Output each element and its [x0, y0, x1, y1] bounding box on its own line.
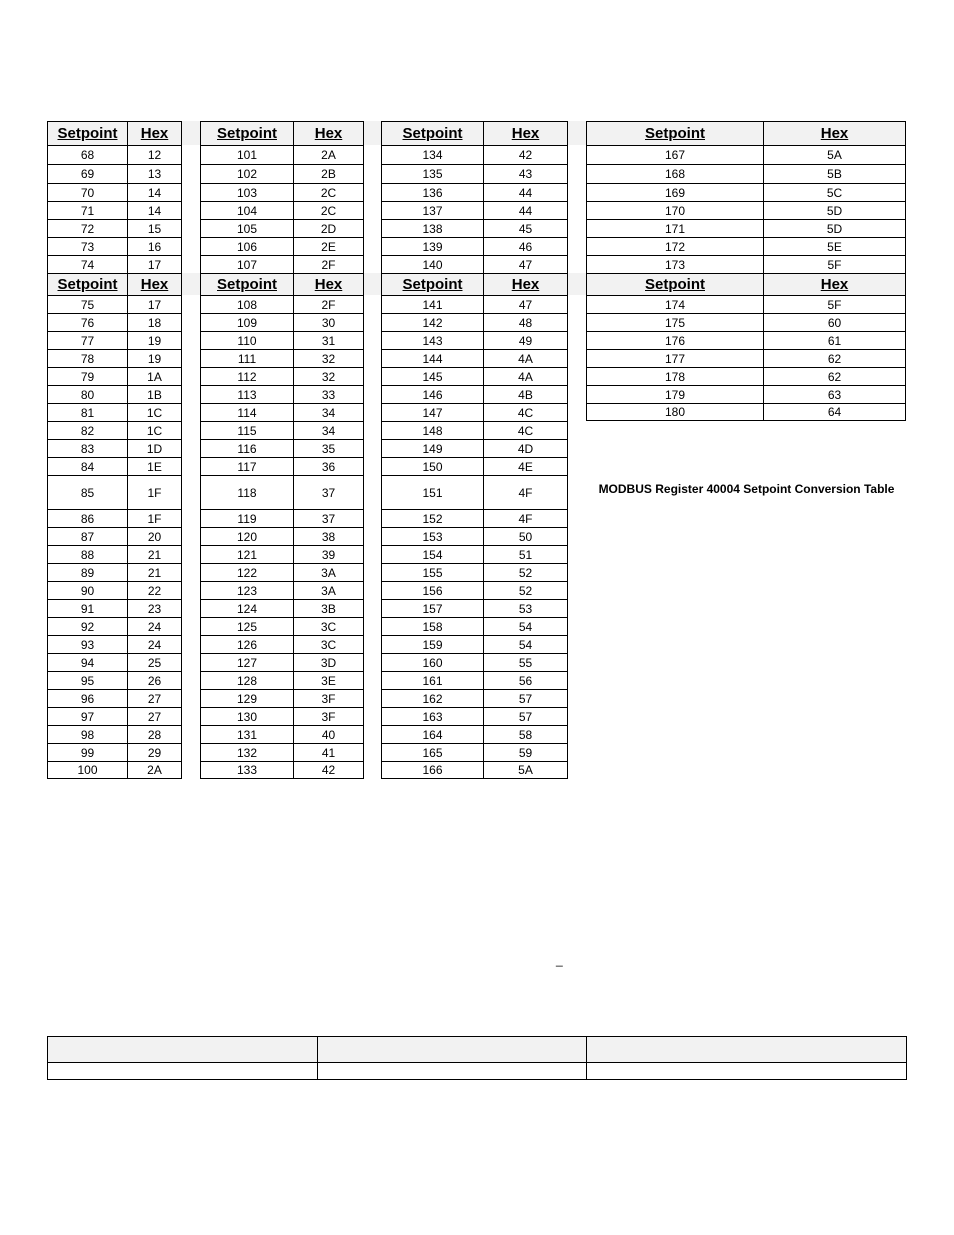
- setpoint-cell: 109: [200, 313, 293, 331]
- setpoint-cell: 113: [200, 385, 293, 403]
- hex-cell: 2E: [293, 237, 364, 255]
- hex-cell: 3E: [293, 671, 364, 689]
- hex-cell: 27: [127, 707, 182, 725]
- setpoint-cell: 103: [200, 183, 293, 201]
- hex-cell: 47: [483, 255, 568, 273]
- setpoint-cell: 151: [381, 475, 483, 509]
- setpoint-cell: 130: [200, 707, 293, 725]
- hex-cell: 3A: [293, 563, 364, 581]
- blank-header-cell: [317, 1036, 586, 1062]
- blank-body-cell: [47, 1062, 317, 1080]
- setpoint-cell: 118: [200, 475, 293, 509]
- header-band: [568, 273, 586, 295]
- hex-cell: 3D: [293, 653, 364, 671]
- setpoint-cell: 68: [47, 145, 127, 164]
- header-band: [364, 273, 381, 295]
- hex-cell: 12: [127, 145, 182, 164]
- hex-cell: 2A: [127, 761, 182, 779]
- setpoint-cell: 119: [200, 509, 293, 527]
- setpoint-cell: 76: [47, 313, 127, 331]
- setpoint-cell: 141: [381, 295, 483, 313]
- setpoint-cell: 83: [47, 439, 127, 457]
- hex-cell: 5B: [763, 164, 906, 183]
- hex-cell: 48: [483, 313, 568, 331]
- hex-cell: 28: [127, 725, 182, 743]
- blank-body-cell: [586, 1062, 907, 1080]
- setpoint-cell: 80: [47, 385, 127, 403]
- setpoint-cell: 149: [381, 439, 483, 457]
- hex-cell: 53: [483, 599, 568, 617]
- hex-cell: 54: [483, 617, 568, 635]
- setpoint-cell: 161: [381, 671, 483, 689]
- hex-cell: 13: [127, 164, 182, 183]
- blank-footer-table: [47, 1036, 907, 1080]
- hex-cell: 32: [293, 367, 364, 385]
- hex-cell: 63: [763, 385, 906, 403]
- hex-cell: 14: [127, 183, 182, 201]
- setpoint-cell: 152: [381, 509, 483, 527]
- setpoint-cell: 86: [47, 509, 127, 527]
- header-band: [364, 121, 381, 145]
- hex-cell: 3F: [293, 707, 364, 725]
- hex-cell: 41: [293, 743, 364, 761]
- hex-cell: 61: [763, 331, 906, 349]
- hex-cell: 57: [483, 689, 568, 707]
- header-band: [182, 121, 200, 145]
- setpoint-cell: 124: [200, 599, 293, 617]
- hex-cell: 4A: [483, 367, 568, 385]
- setpoint-cell: 90: [47, 581, 127, 599]
- setpoint-cell: 170: [586, 201, 763, 219]
- hex-cell: 45: [483, 219, 568, 237]
- setpoint-cell: 159: [381, 635, 483, 653]
- setpoint-header: Setpoint: [381, 121, 483, 145]
- hex-cell: 17: [127, 295, 182, 313]
- setpoint-cell: 162: [381, 689, 483, 707]
- setpoint-cell: 143: [381, 331, 483, 349]
- stray-mark: _: [556, 953, 563, 967]
- setpoint-cell: 147: [381, 403, 483, 421]
- hex-cell: 2F: [293, 295, 364, 313]
- setpoint-cell: 163: [381, 707, 483, 725]
- hex-cell: 36: [293, 457, 364, 475]
- setpoint-cell: 135: [381, 164, 483, 183]
- setpoint-cell: 110: [200, 331, 293, 349]
- setpoint-cell: 156: [381, 581, 483, 599]
- setpoint-cell: 96: [47, 689, 127, 707]
- hex-cell: 3B: [293, 599, 364, 617]
- hex-cell: 46: [483, 237, 568, 255]
- hex-cell: 4F: [483, 509, 568, 527]
- hex-cell: 5F: [763, 255, 906, 273]
- hex-header: Hex: [763, 121, 906, 145]
- setpoint-header: Setpoint: [586, 121, 763, 145]
- setpoint-cell: 165: [381, 743, 483, 761]
- setpoint-cell: 174: [586, 295, 763, 313]
- hex-cell: 4D: [483, 439, 568, 457]
- hex-cell: 18: [127, 313, 182, 331]
- hex-cell: 5F: [763, 295, 906, 313]
- hex-cell: 25: [127, 653, 182, 671]
- hex-cell: 24: [127, 635, 182, 653]
- hex-cell: 4C: [483, 421, 568, 439]
- setpoint-cell: 132: [200, 743, 293, 761]
- setpoint-cell: 148: [381, 421, 483, 439]
- hex-header: Hex: [127, 273, 182, 295]
- hex-cell: 4E: [483, 457, 568, 475]
- hex-cell: 62: [763, 367, 906, 385]
- hex-cell: 64: [763, 403, 906, 421]
- hex-header: Hex: [127, 121, 182, 145]
- setpoint-cell: 71: [47, 201, 127, 219]
- hex-cell: 19: [127, 349, 182, 367]
- setpoint-cell: 180: [586, 403, 763, 421]
- hex-cell: 4A: [483, 349, 568, 367]
- hex-cell: 2C: [293, 183, 364, 201]
- setpoint-cell: 155: [381, 563, 483, 581]
- hex-cell: 44: [483, 201, 568, 219]
- setpoint-cell: 82: [47, 421, 127, 439]
- setpoint-cell: 175: [586, 313, 763, 331]
- blank-header-cell: [47, 1036, 317, 1062]
- setpoint-cell: 142: [381, 313, 483, 331]
- setpoint-cell: 133: [200, 761, 293, 779]
- setpoint-cell: 128: [200, 671, 293, 689]
- hex-cell: 56: [483, 671, 568, 689]
- setpoint-cell: 160: [381, 653, 483, 671]
- hex-cell: 2A: [293, 145, 364, 164]
- hex-cell: 40: [293, 725, 364, 743]
- setpoint-cell: 79: [47, 367, 127, 385]
- hex-cell: 20: [127, 527, 182, 545]
- hex-cell: 1B: [127, 385, 182, 403]
- setpoint-cell: 127: [200, 653, 293, 671]
- setpoint-cell: 111: [200, 349, 293, 367]
- setpoint-cell: 177: [586, 349, 763, 367]
- hex-cell: 44: [483, 183, 568, 201]
- setpoint-header: Setpoint: [586, 273, 763, 295]
- setpoint-cell: 131: [200, 725, 293, 743]
- setpoint-header: Setpoint: [47, 273, 127, 295]
- setpoint-cell: 179: [586, 385, 763, 403]
- hex-cell: 32: [293, 349, 364, 367]
- hex-cell: 5C: [763, 183, 906, 201]
- hex-cell: 27: [127, 689, 182, 707]
- setpoint-cell: 70: [47, 183, 127, 201]
- hex-cell: 43: [483, 164, 568, 183]
- setpoint-cell: 176: [586, 331, 763, 349]
- hex-cell: 38: [293, 527, 364, 545]
- hex-cell: 34: [293, 403, 364, 421]
- setpoint-cell: 88: [47, 545, 127, 563]
- hex-cell: 34: [293, 421, 364, 439]
- hex-cell: 30: [293, 313, 364, 331]
- setpoint-cell: 125: [200, 617, 293, 635]
- hex-cell: 4C: [483, 403, 568, 421]
- setpoint-cell: 167: [586, 145, 763, 164]
- hex-cell: 22: [127, 581, 182, 599]
- setpoint-header: Setpoint: [47, 121, 127, 145]
- table-caption: MODBUS Register 40004 Setpoint Conversion Table: [598, 482, 895, 496]
- setpoint-cell: 157: [381, 599, 483, 617]
- setpoint-cell: 136: [381, 183, 483, 201]
- setpoint-cell: 138: [381, 219, 483, 237]
- setpoint-cell: 105: [200, 219, 293, 237]
- setpoint-cell: 112: [200, 367, 293, 385]
- hex-cell: 3C: [293, 635, 364, 653]
- setpoint-cell: 150: [381, 457, 483, 475]
- setpoint-cell: 115: [200, 421, 293, 439]
- setpoint-cell: 75: [47, 295, 127, 313]
- hex-cell: 1F: [127, 509, 182, 527]
- hex-cell: 51: [483, 545, 568, 563]
- hex-cell: 1A: [127, 367, 182, 385]
- setpoint-cell: 122: [200, 563, 293, 581]
- hex-cell: 24: [127, 617, 182, 635]
- hex-cell: 29: [127, 743, 182, 761]
- setpoint-cell: 144: [381, 349, 483, 367]
- setpoint-cell: 164: [381, 725, 483, 743]
- setpoint-cell: 114: [200, 403, 293, 421]
- setpoint-cell: 101: [200, 145, 293, 164]
- hex-cell: 35: [293, 439, 364, 457]
- hex-cell: 2C: [293, 201, 364, 219]
- setpoint-cell: 92: [47, 617, 127, 635]
- hex-cell: 54: [483, 635, 568, 653]
- hex-cell: 4B: [483, 385, 568, 403]
- header-band: [182, 273, 200, 295]
- setpoint-cell: 129: [200, 689, 293, 707]
- hex-cell: 33: [293, 385, 364, 403]
- hex-cell: 39: [293, 545, 364, 563]
- setpoint-cell: 99: [47, 743, 127, 761]
- hex-cell: 5A: [483, 761, 568, 779]
- setpoint-cell: 169: [586, 183, 763, 201]
- setpoint-cell: 168: [586, 164, 763, 183]
- setpoint-cell: 126: [200, 635, 293, 653]
- hex-cell: 21: [127, 563, 182, 581]
- setpoint-header: Setpoint: [200, 121, 293, 145]
- hex-cell: 60: [763, 313, 906, 331]
- hex-cell: 52: [483, 581, 568, 599]
- setpoint-cell: 89: [47, 563, 127, 581]
- hex-cell: 37: [293, 509, 364, 527]
- setpoint-cell: 74: [47, 255, 127, 273]
- hex-cell: 5E: [763, 237, 906, 255]
- hex-cell: 55: [483, 653, 568, 671]
- hex-cell: 2F: [293, 255, 364, 273]
- hex-header: Hex: [293, 273, 364, 295]
- setpoint-cell: 107: [200, 255, 293, 273]
- blank-header-cell: [586, 1036, 907, 1062]
- hex-header: Hex: [763, 273, 906, 295]
- setpoint-header: Setpoint: [200, 273, 293, 295]
- setpoint-cell: 178: [586, 367, 763, 385]
- setpoint-cell: 78: [47, 349, 127, 367]
- hex-cell: 47: [483, 295, 568, 313]
- setpoint-cell: 69: [47, 164, 127, 183]
- setpoint-cell: 171: [586, 219, 763, 237]
- hex-cell: 58: [483, 725, 568, 743]
- setpoint-cell: 172: [586, 237, 763, 255]
- setpoint-cell: 77: [47, 331, 127, 349]
- hex-cell: 5A: [763, 145, 906, 164]
- setpoint-cell: 140: [381, 255, 483, 273]
- setpoint-cell: 137: [381, 201, 483, 219]
- setpoint-cell: 100: [47, 761, 127, 779]
- hex-cell: 1C: [127, 421, 182, 439]
- hex-cell: 50: [483, 527, 568, 545]
- setpoint-cell: 87: [47, 527, 127, 545]
- setpoint-cell: 173: [586, 255, 763, 273]
- hex-cell: 52: [483, 563, 568, 581]
- setpoint-cell: 120: [200, 527, 293, 545]
- setpoint-header: Setpoint: [381, 273, 483, 295]
- hex-cell: 49: [483, 331, 568, 349]
- setpoint-cell: 154: [381, 545, 483, 563]
- setpoint-cell: 84: [47, 457, 127, 475]
- hex-cell: 23: [127, 599, 182, 617]
- setpoint-cell: 145: [381, 367, 483, 385]
- setpoint-cell: 73: [47, 237, 127, 255]
- setpoint-cell: 116: [200, 439, 293, 457]
- hex-cell: 1E: [127, 457, 182, 475]
- hex-header: Hex: [483, 273, 568, 295]
- setpoint-cell: 72: [47, 219, 127, 237]
- setpoint-cell: 102: [200, 164, 293, 183]
- hex-cell: 2B: [293, 164, 364, 183]
- setpoint-cell: 166: [381, 761, 483, 779]
- setpoint-cell: 98: [47, 725, 127, 743]
- setpoint-cell: 104: [200, 201, 293, 219]
- hex-cell: 3C: [293, 617, 364, 635]
- hex-cell: 59: [483, 743, 568, 761]
- hex-cell: 26: [127, 671, 182, 689]
- setpoint-cell: 139: [381, 237, 483, 255]
- hex-cell: 37: [293, 475, 364, 509]
- hex-cell: 42: [483, 145, 568, 164]
- setpoint-cell: 95: [47, 671, 127, 689]
- setpoint-conversion-grid: [47, 121, 907, 778]
- hex-header: Hex: [483, 121, 568, 145]
- hex-cell: 31: [293, 331, 364, 349]
- hex-cell: 21: [127, 545, 182, 563]
- hex-cell: 2D: [293, 219, 364, 237]
- hex-cell: 17: [127, 255, 182, 273]
- header-band: [568, 121, 586, 145]
- setpoint-cell: 153: [381, 527, 483, 545]
- setpoint-cell: 117: [200, 457, 293, 475]
- setpoint-cell: 134: [381, 145, 483, 164]
- setpoint-cell: 106: [200, 237, 293, 255]
- hex-cell: 4F: [483, 475, 568, 509]
- setpoint-cell: 123: [200, 581, 293, 599]
- setpoint-cell: 146: [381, 385, 483, 403]
- setpoint-cell: 108: [200, 295, 293, 313]
- setpoint-cell: 85: [47, 475, 127, 509]
- hex-cell: 62: [763, 349, 906, 367]
- setpoint-cell: 81: [47, 403, 127, 421]
- setpoint-cell: 91: [47, 599, 127, 617]
- hex-cell: 3F: [293, 689, 364, 707]
- hex-cell: 15: [127, 219, 182, 237]
- setpoint-cell: 93: [47, 635, 127, 653]
- setpoint-cell: 97: [47, 707, 127, 725]
- hex-cell: 5D: [763, 201, 906, 219]
- hex-cell: 57: [483, 707, 568, 725]
- hex-cell: 3A: [293, 581, 364, 599]
- blank-body-cell: [317, 1062, 586, 1080]
- setpoint-cell: 94: [47, 653, 127, 671]
- hex-cell: 16: [127, 237, 182, 255]
- hex-cell: 42: [293, 761, 364, 779]
- hex-cell: 1D: [127, 439, 182, 457]
- hex-header: Hex: [293, 121, 364, 145]
- hex-cell: 1F: [127, 475, 182, 509]
- setpoint-cell: 121: [200, 545, 293, 563]
- setpoint-cell: 158: [381, 617, 483, 635]
- hex-cell: 1C: [127, 403, 182, 421]
- hex-cell: 19: [127, 331, 182, 349]
- hex-cell: 14: [127, 201, 182, 219]
- hex-cell: 5D: [763, 219, 906, 237]
